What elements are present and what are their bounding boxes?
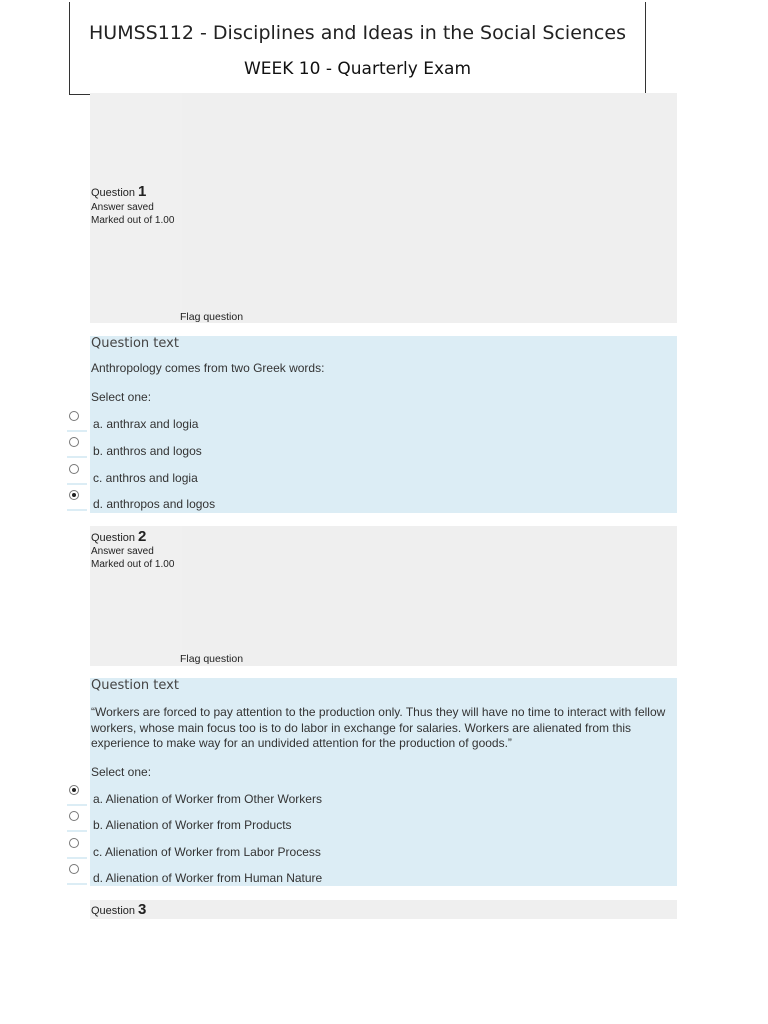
- flag-question-2-link[interactable]: Flag question: [180, 653, 244, 665]
- question-2-content: [90, 678, 677, 886]
- question-2-option-d[interactable]: d. Alienation of Worker from Human Nature: [93, 871, 323, 885]
- question-1-option-c[interactable]: c. anthros and logia: [93, 471, 198, 485]
- question-1-option-a-underline: [67, 430, 87, 432]
- question-1-option-b[interactable]: b. anthros and logos: [93, 444, 202, 458]
- question-1-info: [90, 93, 677, 323]
- question-1-option-b-underline: [67, 456, 87, 458]
- question-1-radio-c[interactable]: [69, 464, 79, 474]
- question-2-grade: Marked out of 1.00: [91, 559, 175, 570]
- question-2-info: [90, 526, 677, 666]
- question-1-prompt: Anthropology comes from two Greek words:: [91, 361, 325, 375]
- question-1-number: Question 1: [91, 183, 147, 200]
- question-2-text-heading: Question text: [91, 678, 179, 693]
- question-2-option-b-underline: [67, 830, 87, 832]
- question-2-select-one: Select one:: [91, 765, 152, 779]
- question-2-radio-c[interactable]: [69, 838, 79, 848]
- question-2-option-a[interactable]: a. Alienation of Worker from Other Workers: [93, 792, 322, 806]
- question-2-radio-b[interactable]: [69, 811, 79, 821]
- question-1-content: [90, 336, 677, 513]
- question-1-select-one: Select one:: [91, 390, 152, 404]
- question-2-option-b[interactable]: b. Alienation of Worker from Products: [93, 818, 292, 832]
- question-3-info: [90, 900, 677, 919]
- flag-question-1-link[interactable]: Flag question: [180, 311, 244, 323]
- question-2-number: Question 2: [91, 528, 147, 545]
- question-2-option-c[interactable]: c. Alienation of Worker from Labor Process: [93, 845, 321, 859]
- question-2-option-d-underline: [67, 883, 87, 885]
- question-2-radio-d[interactable]: [69, 864, 79, 874]
- question-1-radio-a[interactable]: [69, 411, 79, 421]
- question-2-option-a-underline: [67, 804, 87, 806]
- question-2-radio-a[interactable]: [69, 785, 79, 795]
- question-1-state: Answer saved: [91, 202, 154, 213]
- question-1-option-a[interactable]: a. anthrax and logia: [93, 417, 199, 431]
- header-top-border: [69, 2, 646, 22]
- question-1-option-c-underline: [67, 483, 87, 485]
- question-1-radio-b[interactable]: [69, 437, 79, 447]
- question-3-number: Question 3: [91, 901, 147, 918]
- question-1-radio-d[interactable]: [69, 490, 79, 500]
- course-title: HUMSS112 - Disciplines and Ideas in the Social Sciences: [89, 22, 626, 44]
- question-1-grade: Marked out of 1.00: [91, 215, 175, 226]
- question-2-option-c-underline: [67, 857, 87, 859]
- question-1-option-d[interactable]: d. anthropos and logos: [93, 497, 216, 511]
- question-1-option-d-underline: [67, 509, 87, 511]
- question-1-text-heading: Question text: [91, 336, 179, 351]
- question-2-prompt: “Workers are forced to pay attention to the production only. Thus they will have no time to interact with fellow workers, whose main focus too is to do labor in exchange for salaries. Workers are alienated from this experience to make way for an undivided attention for the production of goods.”: [91, 705, 666, 750]
- question-2-state: Answer saved: [91, 546, 154, 557]
- page-header: [69, 2, 646, 95]
- exam-title: WEEK 10 - Quarterly Exam: [243, 59, 472, 79]
